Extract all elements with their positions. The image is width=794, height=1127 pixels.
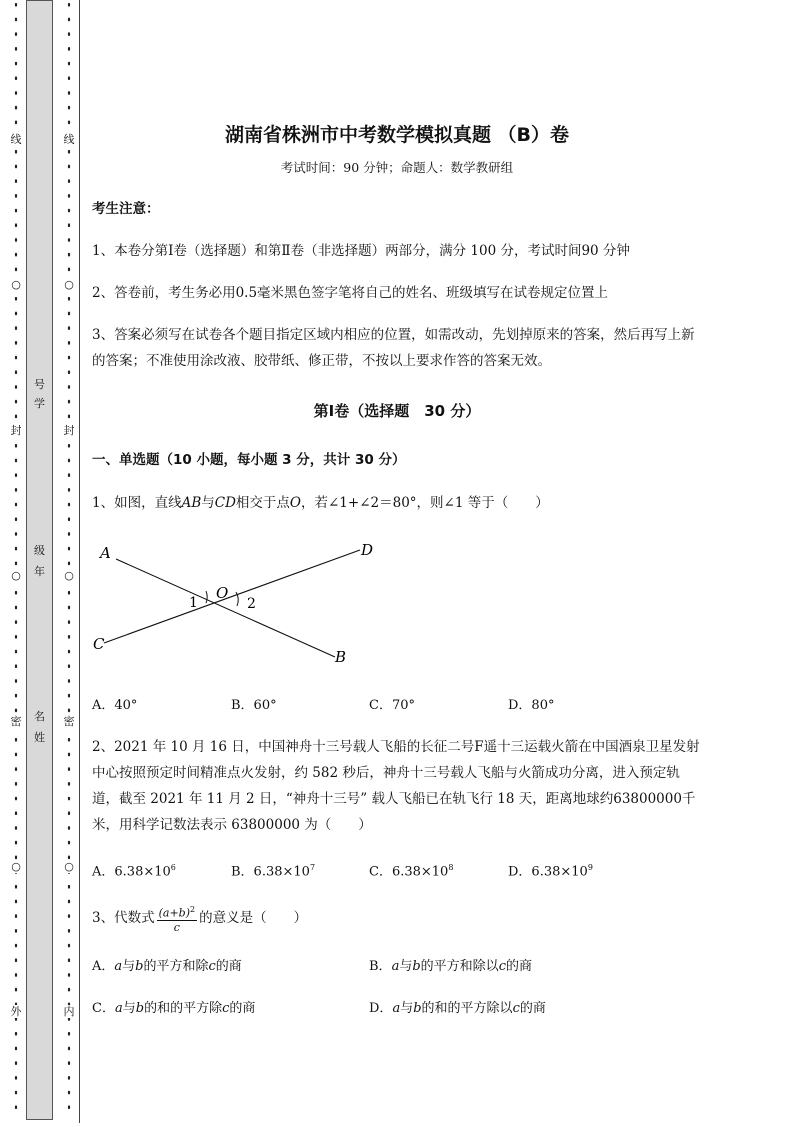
q2-option-c-label: C．6.38×10 <box>369 864 449 880</box>
q3-c-var-a: a <box>114 1001 123 1016</box>
notice-item-3-line-1: 3、答案必须写在试卷各个题目指定区域内相应的位置，如需改动，先划掉原来的答案，然后再写上新 <box>92 327 695 343</box>
inner-mark-nei: 内 <box>63 1005 75 1018</box>
notice-item-1: 1、本卷分第Ⅰ卷（选择题）和第Ⅱ卷（非选择题）两部分，满分 100 分，考试时间90 分钟 <box>92 243 630 259</box>
outer-mark-circle: ○ <box>9 278 23 291</box>
notice-heading: 考生注意： <box>92 201 160 217</box>
label-a: A <box>100 544 111 562</box>
outer-mark-wai: 外 <box>10 1005 22 1018</box>
section-title: 第Ⅰ卷（选择题 30 分） <box>313 402 481 420</box>
q3-option-a[interactable] <box>92 957 242 977</box>
q2-option-c[interactable] <box>369 858 453 882</box>
q3-a-var-c: c <box>208 959 216 974</box>
q3-d-letter: D． <box>369 1001 393 1016</box>
question-2-line-3: 道，截至 2021 年 11 月 2 日，“神舟十三号” 载人飞船已在轨飞行 18 天，距离地球约63800000千 <box>92 791 696 807</box>
q2-option-d-exp: 9 <box>587 863 593 872</box>
q3-d-var-a: a <box>392 1001 401 1016</box>
q1-line-ab: AB <box>181 495 202 511</box>
outer-mark-circle: ○ <box>9 569 23 582</box>
q3-option-d[interactable] <box>369 999 546 1019</box>
q3-a-text-1: 与 <box>122 959 136 974</box>
q3-d-text-3: 的商 <box>519 1001 546 1016</box>
outer-mark-mi: 密 <box>10 715 22 728</box>
q1-condition: ，若∠1+∠2＝80°，则∠1 等于（ ） <box>301 495 549 511</box>
notice-item-3-line-2: 的答案；不准使用涂改液、胶带纸、修正带，不按以上要求作答的答案无效。 <box>92 353 551 369</box>
inner-mark-feng: 封 <box>63 424 75 437</box>
outer-mark-xian: 线 <box>10 133 22 146</box>
q1-yu: 与 <box>201 495 215 511</box>
q3-a-var-a: a <box>114 959 123 974</box>
q3-prefix: 3、代数式 <box>92 910 155 926</box>
q3-b-text-1: 与 <box>399 959 413 974</box>
q3-b-var-b: b <box>412 959 421 974</box>
q3-a-text-3: 的商 <box>215 959 242 974</box>
q3-c-letter: C． <box>92 1001 115 1016</box>
gutter-label-nian: 年 <box>34 565 45 578</box>
inner-mark-xian: 线 <box>63 133 75 146</box>
q2-option-c-exp: 8 <box>448 863 454 872</box>
q1-option-d[interactable]: D．80° <box>508 698 555 713</box>
q2-option-a-label: A．6.38×10 <box>92 864 171 880</box>
q3-numerator <box>157 903 198 921</box>
question-2-line-1: 2、2021 年 10 月 16 日，中国神舟十三号载人飞船的长征二号F遥十三运载火箭在中国酒泉卫星发射 <box>92 739 700 755</box>
question-2-line-2: 中心按照预定时间精准点火发射，约 582 秒后，神舟十三号载人飞船与火箭成功分离，进入预定轨 <box>92 765 680 781</box>
gutter-label-xing: 姓 <box>34 731 45 744</box>
label-angle-2: 2 <box>247 596 256 612</box>
question-2-line-4: 米，用科学记数法表示 63800000 为（ ） <box>92 817 372 833</box>
q1-option-b[interactable]: B．60° <box>231 698 277 713</box>
q3-d-text-1: 与 <box>400 1001 414 1016</box>
outer-mark-feng: 封 <box>10 424 22 437</box>
inner-mark-circle: ○ <box>62 569 76 582</box>
q2-option-b-label: B．6.38×10 <box>231 864 310 880</box>
q3-numerator-text: (a+b) <box>158 906 190 920</box>
outer-mark-circle: ○ <box>9 860 23 873</box>
q3-a-text-2: 的平方和除 <box>143 959 209 974</box>
q3-a-var-b: b <box>135 959 144 974</box>
q3-d-var-c: c <box>512 1001 520 1016</box>
label-o: O <box>216 584 229 602</box>
q2-option-a[interactable] <box>92 858 176 882</box>
gutter-label-hao: 号 <box>34 378 45 391</box>
q3-d-text-2: 的和的平方除以 <box>421 1001 513 1016</box>
label-c: C <box>93 635 105 653</box>
q2-option-d-label: D．6.38×10 <box>508 864 588 880</box>
q2-option-d[interactable] <box>508 858 593 882</box>
q3-option-b[interactable] <box>369 957 532 977</box>
inner-mark-circle: ○ <box>62 278 76 291</box>
exam-subtitle: 考试时间：90 分钟；命题人：数学教研组 <box>280 160 514 175</box>
question-3-stem <box>92 903 307 934</box>
q1-point-o: O <box>289 495 301 511</box>
label-b: B <box>335 648 347 666</box>
inner-mark-circle: ○ <box>62 860 76 873</box>
gutter-label-ming: 名 <box>34 710 45 723</box>
q1-option-c[interactable]: C．70° <box>369 698 415 713</box>
angle-1-arc <box>206 591 207 603</box>
question-1-stem <box>92 492 549 514</box>
q3-d-var-b: b <box>413 1001 422 1016</box>
q3-b-text-2: 的平方和除以 <box>420 959 499 974</box>
label-d: D <box>361 541 374 559</box>
q3-c-var-c: c <box>222 1001 230 1016</box>
q3-b-text-3: 的商 <box>505 959 532 974</box>
q3-c-text-1: 与 <box>122 1001 136 1016</box>
q3-c-var-b: b <box>135 1001 145 1016</box>
q3-numerator-exp: 2 <box>190 905 196 915</box>
part-heading: 一、单选题（10 小题，每小题 3 分，共计 30 分） <box>92 452 406 468</box>
q1-figure <box>88 535 378 670</box>
q1-option-a[interactable]: A．40° <box>92 698 138 713</box>
q1-line-cd: CD <box>214 495 236 511</box>
q3-c-text-3: 的商 <box>229 1001 256 1016</box>
line-cd <box>104 550 360 643</box>
gutter-label-xue: 学 <box>34 397 45 410</box>
q3-b-letter: B． <box>369 959 392 974</box>
q3-c-text-2: 的和的平方除 <box>144 1001 223 1016</box>
q3-b-var-c: c <box>498 959 506 974</box>
q2-option-a-exp: 6 <box>170 863 176 872</box>
gutter-label-ji: 级 <box>34 544 45 557</box>
q3-fraction <box>157 903 198 934</box>
page-title: 湖南省株洲市中考数学模拟真题 （B）卷 <box>224 124 570 146</box>
notice-item-2: 2、答卷前，考生务必用0.5毫米黑色签字笔将自己的姓名、班级填写在试卷规定位置上 <box>92 285 609 301</box>
q3-b-var-a: a <box>391 959 400 974</box>
q3-a-letter: A． <box>92 959 115 974</box>
q2-option-b[interactable] <box>231 858 315 882</box>
label-angle-1: 1 <box>189 595 198 611</box>
q3-option-c[interactable] <box>92 999 255 1019</box>
q1-mid: 相交于点 <box>235 495 290 511</box>
q1-prefix: 1、如图，直线 <box>92 495 182 511</box>
q3-suffix: 的意义是（ ） <box>199 910 308 926</box>
q3-denominator: c <box>173 920 180 934</box>
q2-option-b-exp: 7 <box>309 863 316 872</box>
line-ab <box>116 559 335 657</box>
inner-mark-mi: 密 <box>63 715 75 728</box>
